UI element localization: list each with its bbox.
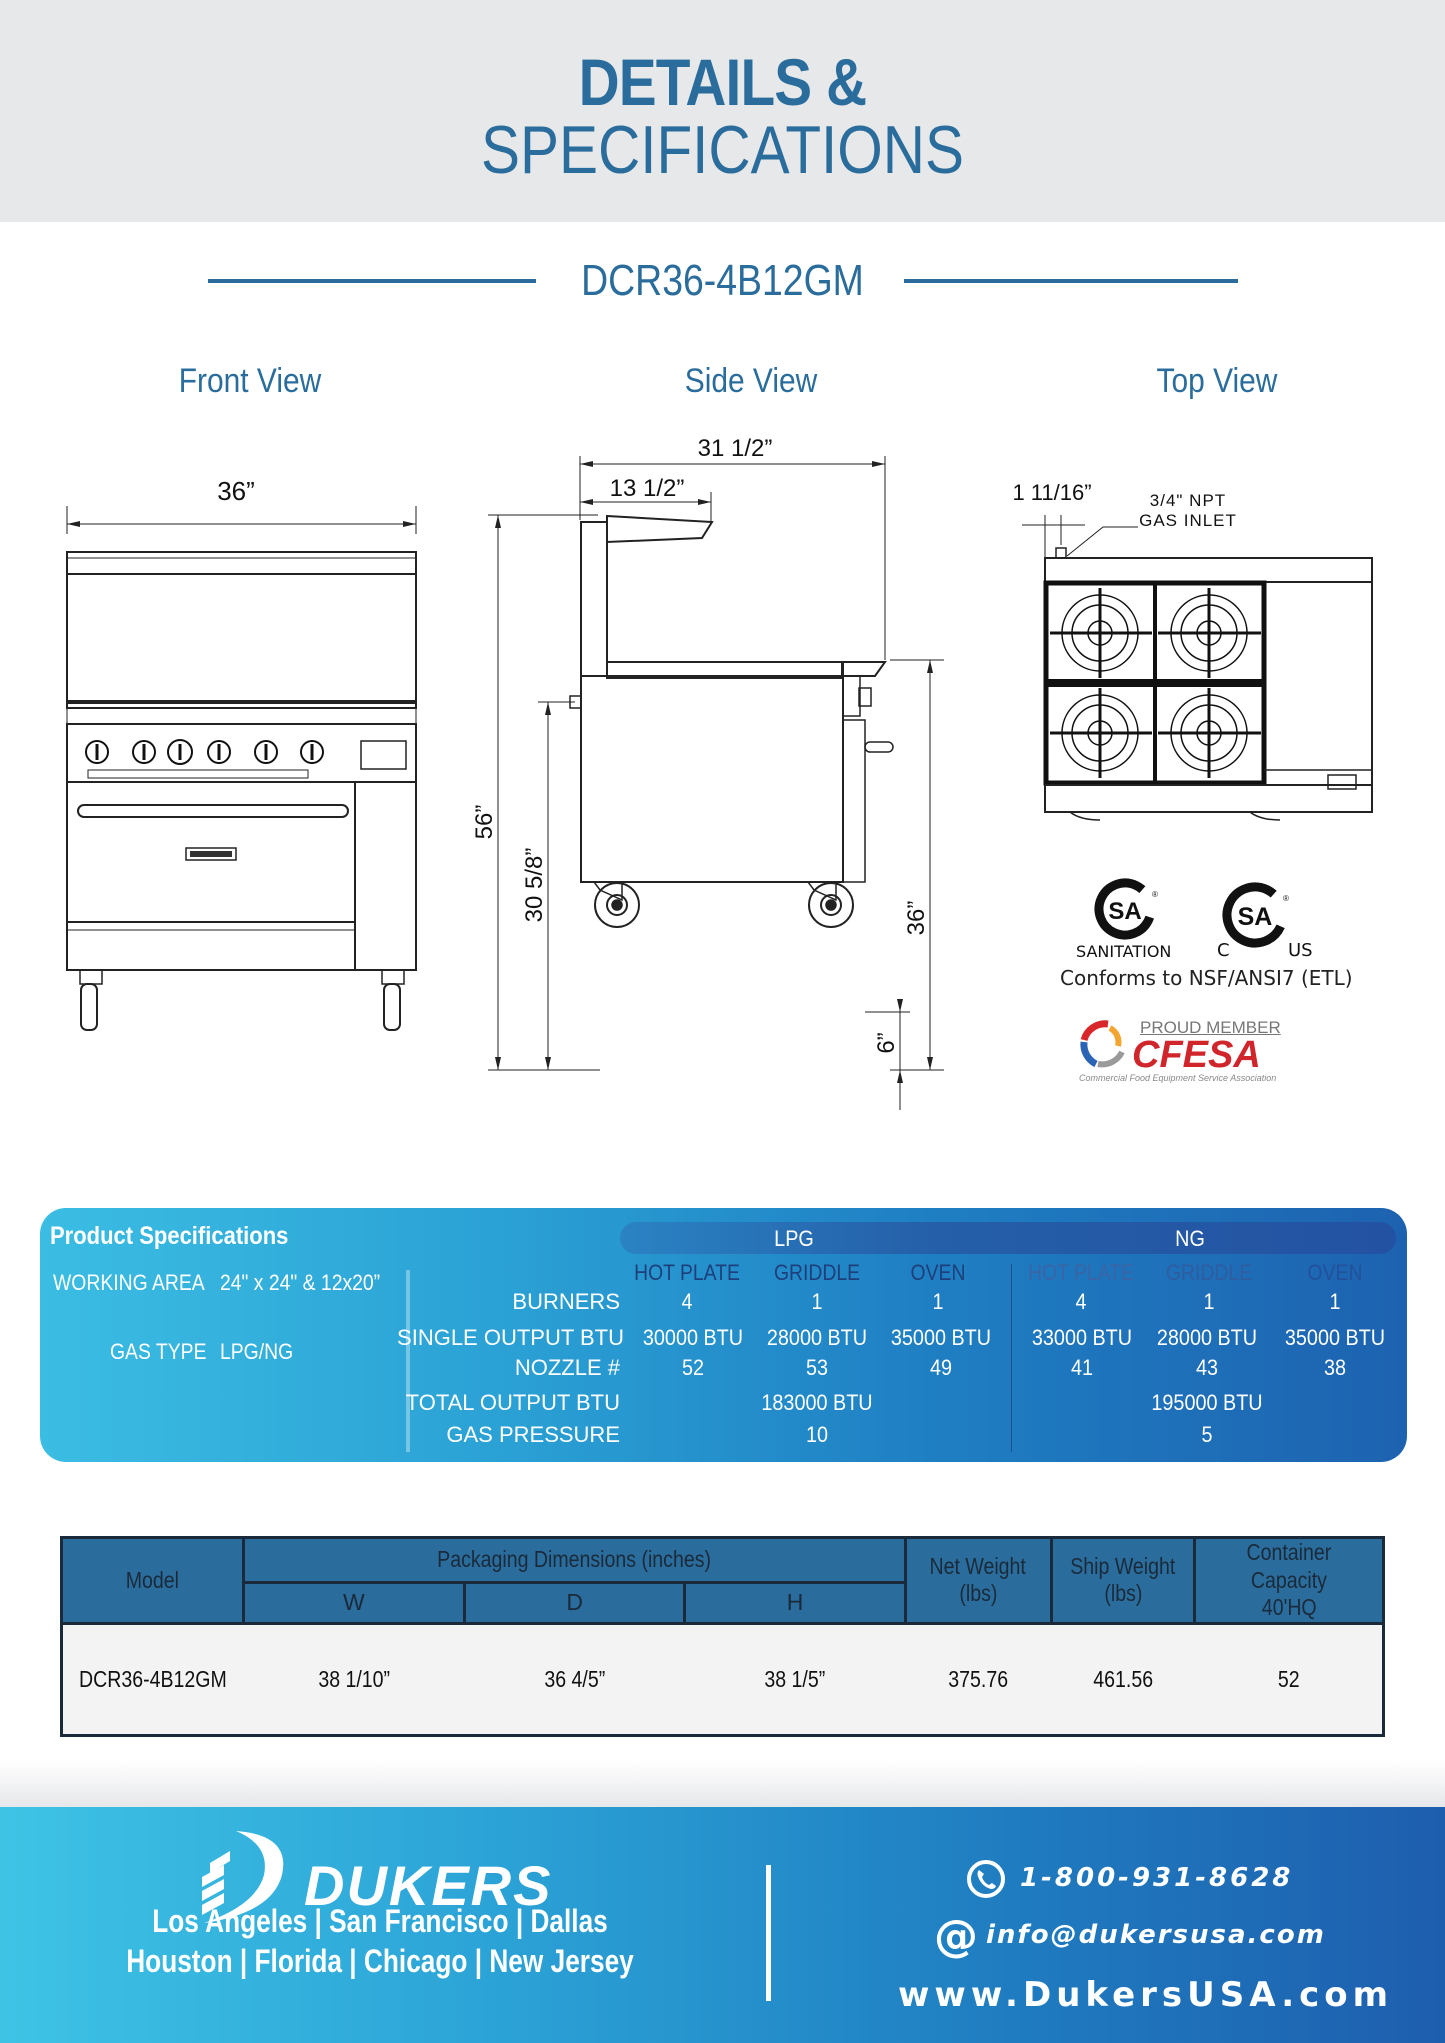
lpg-total-output: 183000 BTU: [761, 1390, 873, 1415]
ng-nozzle-hot-plate: 41: [1070, 1355, 1094, 1380]
gas-pressure-label: GAS PRESSURE: [446, 1422, 620, 1447]
ng-col-griddle: GRIDDLE: [1165, 1260, 1253, 1285]
cities-line-2: Houston | Florida | Chicago | New Jersey: [126, 1943, 634, 1979]
lpg-nozzle-griddle: 53: [805, 1355, 829, 1380]
header-net-weight: Net Weight (lbs): [905, 1538, 1051, 1624]
ng-gas-pressure: 5: [1201, 1422, 1213, 1447]
brand-name: DUKERS: [304, 1854, 553, 1917]
side-shelf-dim: 13 1/2”: [609, 475, 685, 502]
ng-col-oven: OVEN: [1307, 1260, 1363, 1285]
page-title-line1: DETAILS &: [578, 45, 867, 119]
lpg-ng-divider: [1011, 1264, 1012, 1452]
gas-type-label: GAS TYPE: [110, 1339, 207, 1364]
product-specifications-panel: [40, 1208, 1407, 1462]
cell-net-weight: 375.76: [905, 1623, 1051, 1735]
header-packaging-dimensions: Packaging Dimensions (inches): [243, 1538, 905, 1583]
cell-container: 52: [1195, 1623, 1384, 1735]
top-view-label: Top View: [1156, 362, 1278, 400]
footer-divider: [766, 1865, 771, 2001]
svg-text:SA: SA: [1237, 903, 1273, 931]
lpg-col-oven: OVEN: [910, 1260, 966, 1285]
single-output-label: SINGLE OUTPUT BTU: [397, 1325, 624, 1350]
lpg-burners-oven: 1: [932, 1289, 944, 1314]
front-view-drawing: [60, 470, 430, 1100]
ng-burners-griddle: 1: [1203, 1289, 1215, 1314]
top-inlet-offset-dim: 1 11/16”: [1012, 480, 1092, 505]
lpg-burners-griddle: 1: [811, 1289, 823, 1314]
ng-output-hot-plate: 33000 BTU: [1031, 1325, 1133, 1350]
top-inlet-note-line1: 3/4" NPT: [1149, 491, 1227, 510]
ng-total-output: 195000 BTU: [1151, 1390, 1263, 1415]
cell-model: DCR36-4B12GM: [62, 1623, 244, 1735]
model-title-rule-right: [904, 279, 1238, 283]
spec-row-labels: [397, 1208, 624, 1462]
nozzle-label: NOZZLE #: [514, 1355, 620, 1380]
ng-nozzle-oven: 38: [1323, 1355, 1347, 1380]
footer: [0, 1807, 1445, 2043]
model-title-rule-left: [208, 279, 536, 283]
lpg-nozzle-hot-plate: 52: [681, 1355, 705, 1380]
footer-fade: [0, 1760, 1445, 1808]
website-link[interactable]: www.DukersUSA.com: [898, 1975, 1394, 2015]
side-view-drawing: [470, 430, 960, 1130]
phone-number[interactable]: 1-800-931-8628: [1020, 1863, 1294, 1893]
svg-text:SA: SA: [1108, 898, 1142, 925]
header-container-capacity: Container Capacity 40'HQ: [1195, 1538, 1384, 1624]
model-title: DCR36-4B12GM: [581, 256, 864, 305]
side-work-height-dim: 36”: [903, 900, 930, 936]
gas-type-header-bar: [620, 1222, 1396, 1254]
working-area-label: WORKING AREA: [53, 1270, 205, 1295]
lpg-gas-pressure: 10: [805, 1422, 829, 1447]
svg-text:®: ®: [1152, 890, 1158, 899]
spec-title: Product Specifications: [50, 1222, 289, 1250]
ng-output-oven: 35000 BTU: [1284, 1325, 1386, 1350]
csa-sanitation-logo-icon: [1090, 875, 1159, 944]
lpg-output-griddle: 28000 BTU: [766, 1325, 868, 1350]
cell-d: 36 4/5”: [465, 1623, 685, 1735]
header-ship-weight: Ship Weight (lbs): [1051, 1538, 1195, 1624]
ng-nozzle-griddle: 43: [1195, 1355, 1219, 1380]
csa-us-label: US: [1288, 940, 1313, 961]
front-width-dim: 36”: [217, 476, 255, 506]
cfesa-subtitle: Commercial Food Equipment Service Association: [1079, 1073, 1277, 1083]
cfesa-proud-member: PROUD MEMBER: [1140, 1018, 1281, 1037]
header-w: W: [243, 1583, 464, 1624]
lpg-col-griddle: GRIDDLE: [773, 1260, 861, 1285]
ng-col-hot-plate: HOT PLATE: [1028, 1260, 1134, 1285]
header-d: D: [465, 1583, 685, 1624]
cell-h: 38 1/5”: [685, 1623, 905, 1735]
header-model: Model: [62, 1538, 244, 1624]
cell-w: 38 1/10”: [243, 1623, 464, 1735]
top-view-drawing: [1000, 470, 1390, 850]
cfesa-name: CFESA: [1132, 1034, 1261, 1076]
header-h: H: [685, 1583, 905, 1624]
conforms-text: Conforms to NSF/ANSI7 (ETL): [1060, 966, 1353, 990]
gas-type-value: LPG/NG: [220, 1339, 294, 1364]
side-height-dim: 56”: [471, 804, 498, 840]
email-link[interactable]: info@dukersusa.com: [986, 1920, 1326, 1950]
side-caster-dim: 6”: [873, 1032, 900, 1054]
side-depth-dim: 31 1/2”: [697, 435, 773, 462]
ng-header: NG: [1175, 1226, 1205, 1251]
page-title-line2: SPECIFICATIONS: [480, 112, 965, 188]
front-view-label: Front View: [178, 362, 322, 400]
csa-c-label: C: [1217, 940, 1230, 961]
lpg-output-oven: 35000 BTU: [890, 1325, 992, 1350]
cities-line-1: Los Angeles | San Francisco | Dallas: [152, 1903, 608, 1939]
lpg-burners-hot-plate: 4: [681, 1289, 693, 1314]
burners-label: BURNERS: [512, 1289, 620, 1314]
side-view-label: Side View: [684, 362, 818, 400]
table-row: [62, 1623, 1384, 1735]
phone-icon: [966, 1859, 1006, 1899]
ng-burners-oven: 1: [1329, 1289, 1341, 1314]
top-inlet-note-line2: GAS INLET: [1139, 511, 1237, 530]
lpg-nozzle-oven: 49: [929, 1355, 953, 1380]
lpg-header: LPG: [774, 1226, 814, 1251]
total-output-label: TOTAL OUTPUT BTU: [405, 1390, 620, 1415]
lpg-col-hot-plate: HOT PLATE: [634, 1260, 740, 1285]
packaging-table: [60, 1536, 1385, 1737]
email-icon: @: [934, 1911, 978, 1962]
csa-sanitation-label: SANITATION: [1076, 942, 1172, 961]
ng-output-griddle: 28000 BTU: [1156, 1325, 1258, 1350]
ng-burners-hot-plate: 4: [1075, 1289, 1087, 1314]
side-inlet-height-dim: 30 5/8”: [521, 847, 548, 923]
working-area-value: 24" x 24" & 12x20”: [220, 1270, 381, 1295]
lpg-output-hot-plate: 30000 BTU: [642, 1325, 744, 1350]
cell-ship-weight: 461.56: [1051, 1623, 1195, 1735]
svg-text:®: ®: [1283, 894, 1289, 903]
cfesa-logo-icon: [1078, 1018, 1128, 1070]
